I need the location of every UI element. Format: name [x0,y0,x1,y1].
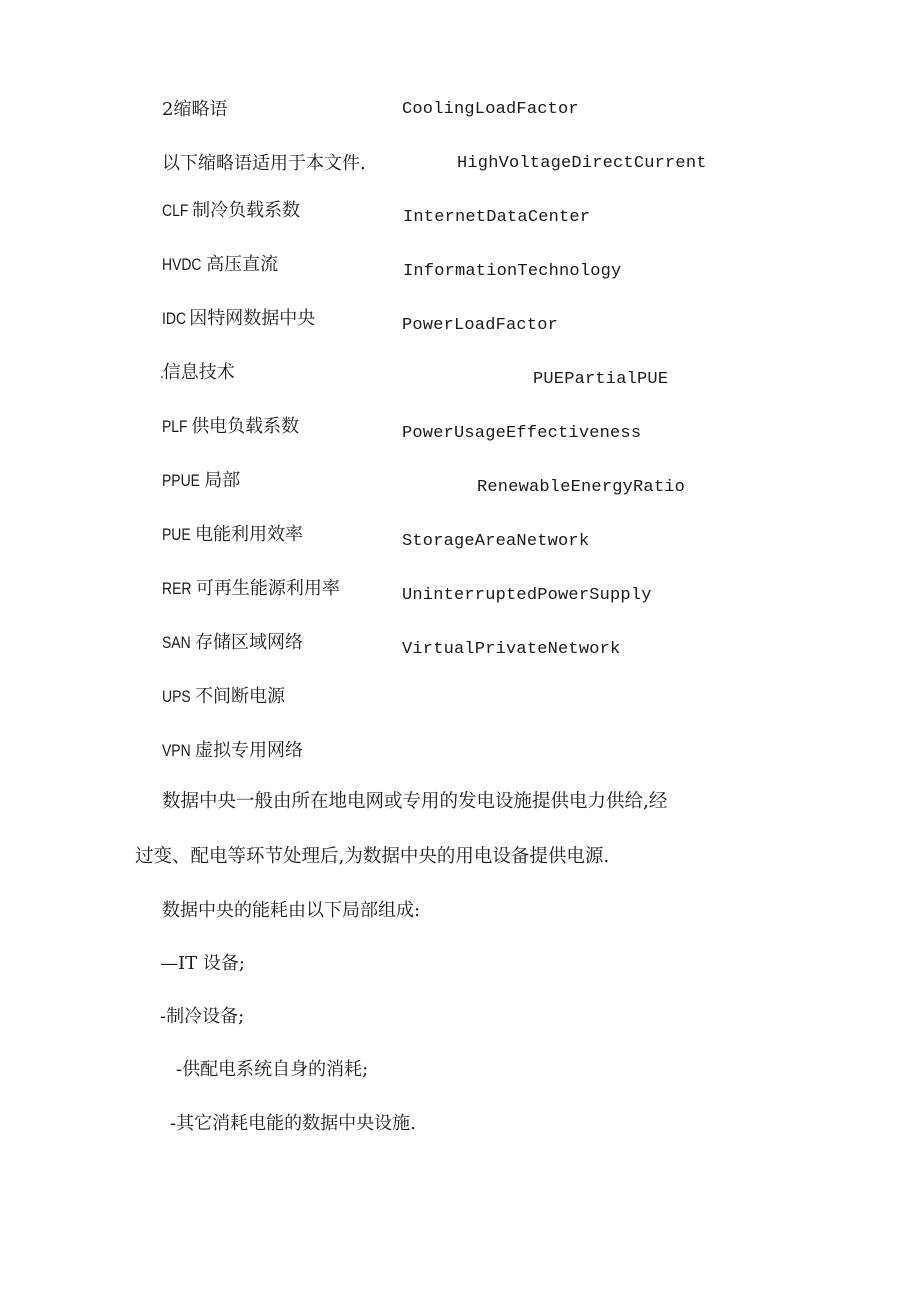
abbr-entry-ups [162,686,285,708]
abbr-meaning: 可再生能源利用率 [195,578,340,599]
abbr-expansion-2: HighVoltageDirectCurrent [457,154,707,173]
abbr-meaning: 电能利用效率 [194,524,303,545]
abbr-expansion-11: VirtualPrivateNetwork [402,640,621,659]
abbr-meaning: 不间断电源 [194,686,285,707]
abbr-entry-plf [162,416,299,438]
abbr-meaning: 局部 [204,470,241,491]
abbr-code: IDC [162,309,187,328]
abbr-meaning: 高压直流 [206,254,279,275]
abbr-meaning: 制冷负载系数 [192,200,301,221]
abbr-meaning: 虚拟专用网络 [194,740,303,761]
abbr-code: VPN [162,741,191,760]
body-paragraph-2: 数据中央的能耗由以下局部组成: [162,900,421,921]
abbr-code: PLF [162,417,188,436]
abbr-code: HVDC [162,255,202,274]
abbr-code: . [160,363,164,382]
abbr-entry-idc [162,308,315,330]
abbr-meaning: 信息技术 [162,362,235,383]
abbr-expansion-9: StorageAreaNetwork [402,532,590,551]
abbr-code: PPUE [162,471,200,490]
abbr-expansion-4: InformationTechnology [403,262,622,281]
abbr-code: RER [162,579,192,598]
list-item-other-facilities: -其它消耗电能的数据中央设施. [170,1113,416,1134]
abbr-code: SAN [162,633,191,652]
abbr-code: CLF [162,201,189,220]
section-heading: 2缩略语 [162,99,228,120]
body-paragraph-1-line-1: 数据中央一般由所在地电网或专用的发电设施提供电力供给,经 [162,791,668,812]
abbr-expansion-6: PUEPartialPUE [533,370,669,389]
abbr-entry-hvdc [162,254,278,276]
abbr-expansion-8: RenewableEnergyRatio [477,478,686,497]
abbr-meaning: 供电负载系数 [191,416,300,437]
abbr-code: UPS [162,687,191,706]
abbr-entry-san [162,632,303,654]
abbr-code: PUE [162,525,191,544]
abbr-meaning: 存储区域网络 [194,632,303,653]
abbr-entry-clf [162,200,300,222]
abbr-entry-pue [162,524,303,546]
section-intro: 以下缩略语适用于本文件. [162,153,366,174]
abbr-expansion-1: CoolingLoadFactor [402,100,579,119]
abbr-expansion-3: InternetDataCenter [403,208,591,227]
abbr-meaning: 因特网数据中央 [189,308,316,329]
abbr-entry-vpn [162,740,303,762]
list-item-power-distribution: -供配电系统自身的消耗; [176,1059,369,1080]
abbr-entry-ppue [162,470,240,492]
abbr-entry-rer [162,578,340,600]
abbr-expansion-7: PowerUsageEffectiveness [402,424,642,443]
list-item-cooling-equipment: -制冷设备; [160,1006,245,1027]
list-item-it-equipment: —IT 设备; [160,953,245,974]
abbr-expansion-5: PowerLoadFactor [402,316,559,335]
abbr-entry-it [160,362,235,384]
abbr-expansion-10: UninterruptedPowerSupply [402,586,652,605]
body-paragraph-1-line-2: 过变、配电等环节处理后,为数据中央的用电设备提供电源. [135,846,610,867]
